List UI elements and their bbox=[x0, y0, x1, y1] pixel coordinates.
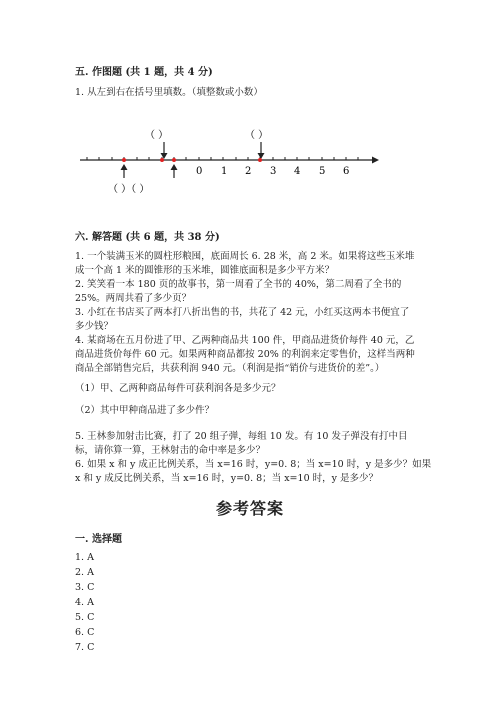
answer-item-1: 1. A bbox=[75, 552, 94, 563]
section5-heading: 五. 作图题 (共 1 题，共 4 分) bbox=[75, 67, 213, 78]
answer-item-5: 5. C bbox=[75, 612, 95, 623]
q5-line-1: 5. 王林参加射击比赛，打了 20 组子弹，每组 10 发。有 10 发子弹没有打中目 bbox=[75, 431, 408, 442]
q4-sub-2: （2）其中甲种商品进了多少件？ bbox=[75, 405, 215, 416]
q4-line-1: 4. 某商场在五月份进了甲、乙两种商品共 100 件，甲商品进货价每件 40 元，乙 bbox=[75, 335, 415, 346]
tick-label-4: 4 bbox=[294, 166, 301, 177]
up-arrow-right-icon bbox=[171, 164, 178, 178]
q2-line-2: 25%。两周共看了多少页？ bbox=[75, 293, 192, 304]
tick-label-6: 6 bbox=[343, 166, 350, 177]
red-point-1 bbox=[122, 158, 126, 162]
tick-label-3: 3 bbox=[270, 166, 277, 177]
down-arrow-left-icon bbox=[161, 142, 168, 159]
q5-line-2: 标，请你算一算，王林射击的命中率是多少？ bbox=[75, 445, 266, 456]
q6-line-2: x 和 y 成反比例关系，当 x=16 时，y=0. 8；当 x=10 时，y 是多少？ bbox=[75, 473, 379, 484]
tick-label-5: 5 bbox=[319, 166, 326, 177]
tick-label-1: 1 bbox=[221, 166, 228, 177]
bracket-bottom: （ ）（ ） bbox=[108, 184, 150, 195]
answer-item-2: 2. A bbox=[75, 567, 94, 578]
red-point-2 bbox=[160, 158, 164, 162]
tick-label-2: 2 bbox=[245, 166, 252, 177]
q6-line-1: 6. 如果 x 和 y 成正比例关系，当 x=16 时，y=0. 8；当 x=10 时，y 是多少？如果 bbox=[75, 459, 432, 470]
q4-line-2: 商品进货价每件 60 元。如果两种商品都按 20% 的利润来定零售价，这样当两种 bbox=[75, 349, 415, 360]
answer-item-6: 6. C bbox=[75, 627, 95, 638]
up-arrow-left-icon bbox=[121, 164, 128, 178]
q3-line-2: 多少钱？ bbox=[75, 321, 114, 332]
section5-question-1: 1. 从左到右在括号里填数。（填整数或小数） bbox=[75, 87, 263, 98]
bracket-top-right: （ ） bbox=[245, 130, 269, 141]
answer-item-4: 4. A bbox=[75, 597, 94, 608]
down-arrow-right-icon bbox=[258, 142, 265, 159]
q1-line-1: 1. 一个装满玉米的圆柱形粮囤，底面周长 6. 28 米，高 2 米。如果将这些玉米堆 bbox=[75, 251, 415, 262]
q4-line-3: 商品全部销售完后，共获利润 940 元。（利润是指“销价与进货价的差”。） bbox=[75, 363, 385, 374]
section6-heading: 六. 解答题 (共 6 题，共 38 分) bbox=[75, 232, 220, 243]
number-line-figure bbox=[75, 120, 385, 200]
q3-line-1: 3. 小红在书店买了两本打八折出售的书，共花了 42 元，小红买这两本书便宜了 bbox=[75, 307, 410, 318]
red-point-4 bbox=[258, 158, 262, 162]
q4-sub-1: （1）甲、乙两种商品每件可获利润各是多少元？ bbox=[75, 383, 281, 394]
tick-label-0: 0 bbox=[196, 166, 203, 177]
bracket-top-left: （ ） bbox=[145, 130, 169, 141]
red-point-3 bbox=[172, 158, 176, 162]
answers-title: 参考答案 bbox=[215, 499, 284, 518]
q2-line-1: 2. 笑笑看一本 180 页的故事书，第一周看了全书的 40%，第二周看了全书的 bbox=[75, 279, 402, 290]
answers-heading: 一. 选择题 bbox=[75, 534, 122, 545]
answer-item-3: 3. C bbox=[75, 582, 95, 593]
answer-item-7: 7. C bbox=[75, 642, 95, 653]
q1-line-2: 成一个高 1 米的圆锥形的玉米堆，圆锥底面积是多少平方米？ bbox=[75, 265, 335, 276]
